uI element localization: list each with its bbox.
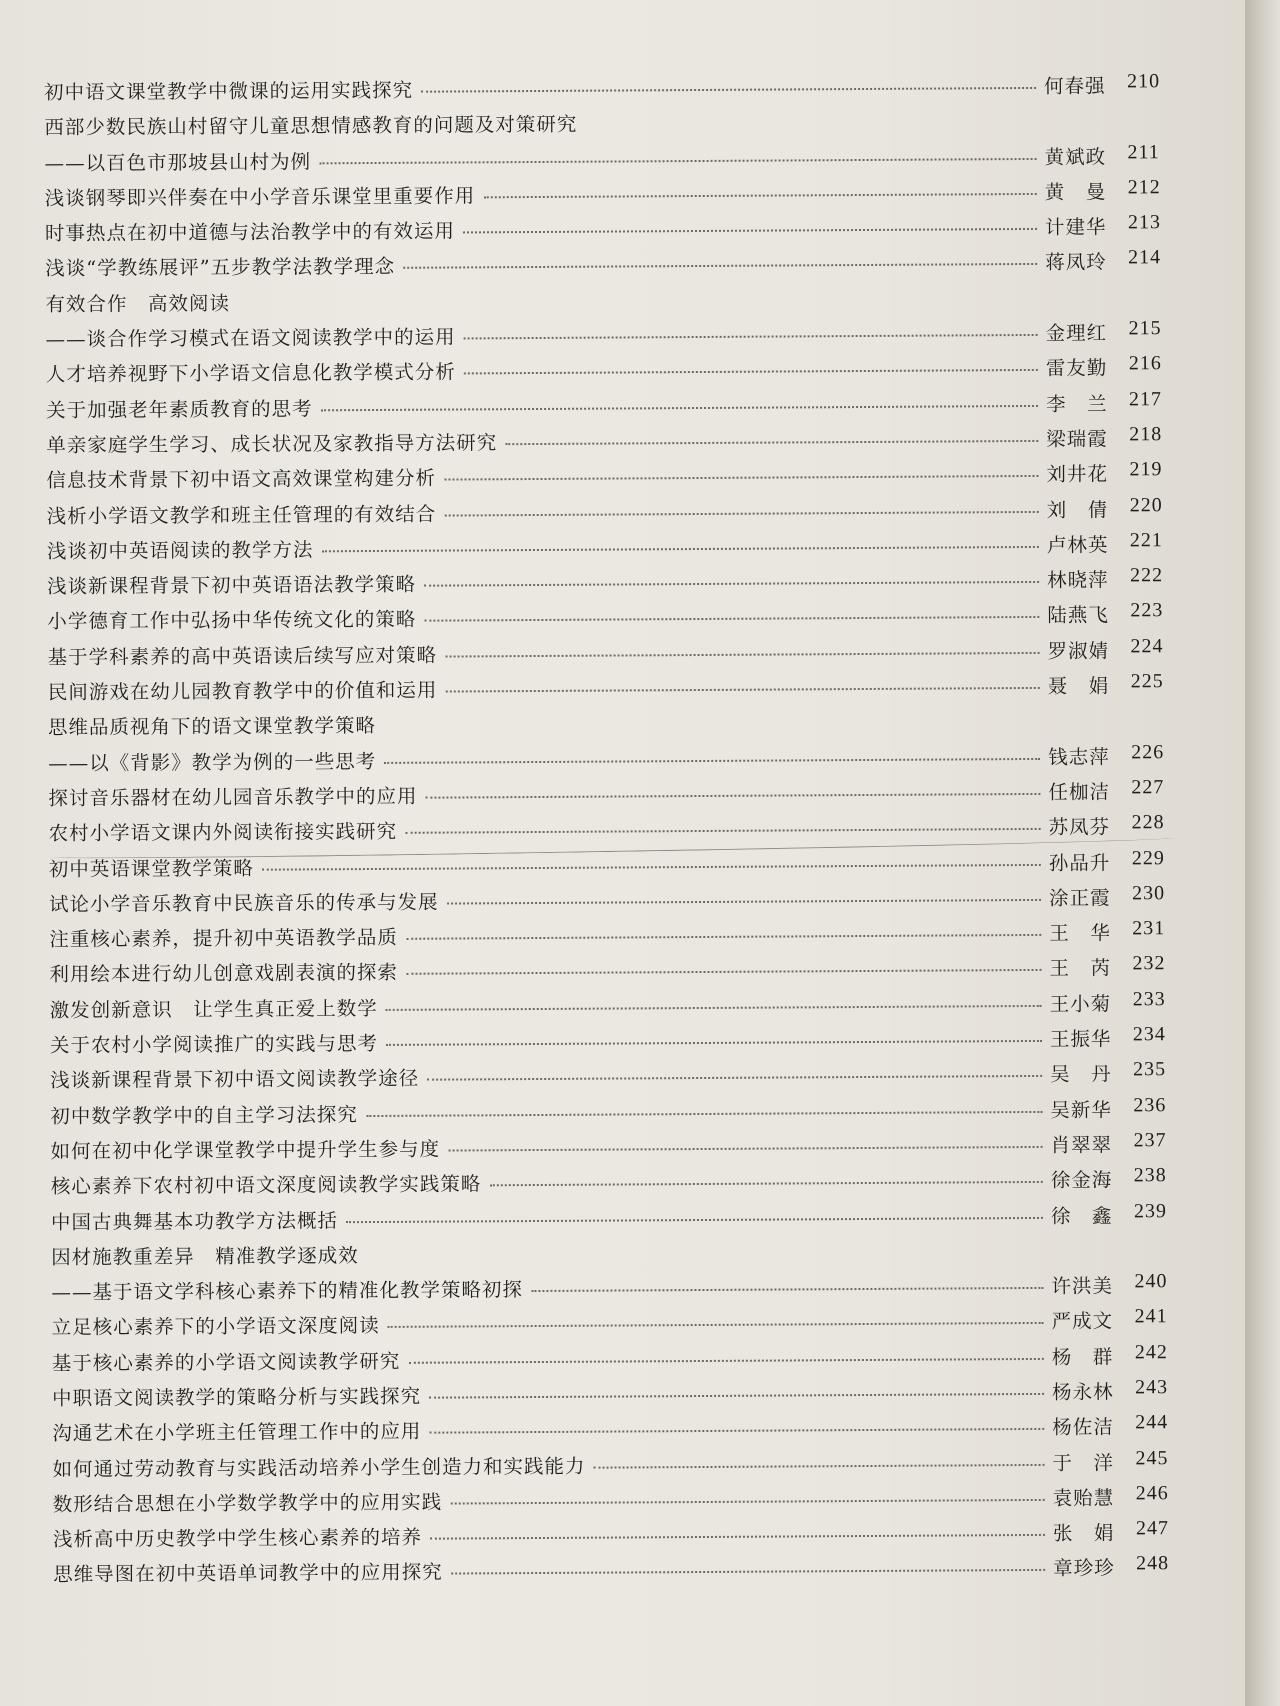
dot-leader [444,475,1038,481]
dot-leader [262,863,1041,870]
dot-leader [464,369,1038,375]
toc-entry-title: 初中数学教学中的自主学习法探究 [50,1102,358,1128]
toc-entry-title: 数形结合思想在小学数学教学中的应用实践 [52,1490,443,1516]
toc-entry-title: 思维导图在初中英语单词教学中的应用探究 [53,1561,443,1587]
toc-entry-title: 农村小学语文课内外阅读衔接实践研究 [48,820,398,846]
toc-entry-title: 基于核心素养的小学语文阅读教学研究 [51,1349,401,1375]
toc-entry-author: 苏凤芬 [1048,815,1111,840]
toc-entry-author: 徐金海 [1050,1168,1113,1193]
toc-entry-title: 浅谈新课程背景下初中语文阅读教学途径 [50,1067,420,1093]
dot-leader [445,510,1039,516]
toc-entry-page-number: 219 [1129,458,1163,481]
dot-leader [425,793,1040,799]
toc-entry-author: 王小菊 [1049,992,1112,1016]
toc-entry-author: 章珍珍 [1053,1556,1115,1581]
dot-leader [320,158,1037,164]
toc-entry-page-number: 236 [1133,1093,1167,1116]
toc-entry-author: 计建华 [1044,215,1107,240]
dot-leader [451,1499,1045,1505]
toc-entry-page-number: 240 [1134,1270,1168,1293]
toc-entry-page-number: 241 [1134,1305,1168,1328]
toc-entry-page-number: 244 [1135,1411,1169,1434]
toc-entry-author: 王 芮 [1049,956,1112,981]
toc-entry-title: 注重核心素养，提升初中英语教学品质 [49,925,398,952]
toc-entry-author: 张 娟 [1052,1521,1115,1546]
toc-entry-page-number: 238 [1133,1164,1167,1187]
toc-entry-author: 涂正霞 [1048,886,1111,910]
toc-entry-page-number: 242 [1134,1340,1168,1364]
dot-leader [594,1463,1045,1468]
toc-entry-author: 金理红 [1045,321,1108,345]
toc-entry-title: ——以百色市那坡县山村为例 [44,149,312,175]
dot-leader [409,1358,1044,1364]
toc-entry-author: 王振华 [1049,1027,1112,1051]
dot-leader [430,1534,1045,1540]
toc-entry-page-number: 231 [1132,917,1166,940]
dot-leader [321,405,1038,411]
toc-entry-title: 中国古典舞基本功教学方法概括 [50,1208,339,1234]
toc-entry-author: 李 兰 [1045,392,1108,416]
toc-entry-title: 如何通过劳动教育与实践活动培养小学生创造力和实践能力 [52,1454,586,1481]
toc-entry-page-number: 214 [1128,246,1162,269]
toc-entry-title: 浅谈新课程背景下初中英语语法教学策略 [47,572,417,599]
toc-entry-title: 立足核心素养下的小学语文深度阅读 [51,1314,380,1340]
toc-entry-title: 浅析小学语文教学和班主任管理的有效结合 [46,502,437,528]
toc-entry-author: 陆燕飞 [1047,603,1109,628]
toc-entry-page-number: 213 [1127,211,1162,234]
dot-leader [429,1428,1044,1434]
toc-entry-page-number: 233 [1132,987,1166,1011]
toc-entry-page-number: 246 [1135,1482,1169,1505]
dot-leader [424,616,1039,622]
toc-entry-page-number: 221 [1129,529,1163,552]
toc-entry-page-number: 243 [1134,1376,1169,1399]
toc-entry-author: 雷友勤 [1045,356,1108,381]
dot-leader [464,334,1038,340]
toc-entry-page-number: 215 [1128,317,1162,340]
dot-leader [490,1181,1043,1186]
toc-entry-author: 杨 群 [1051,1345,1114,1369]
toc-entry-page-number: 216 [1128,352,1162,375]
toc-entry-title: 浅析高中历史教学中学生核心素养的培养 [52,1525,423,1552]
toc-entry-title: 基于学科素养的高中英语读后续写应对策略 [47,643,438,669]
toc-entry-author: 刘井花 [1046,462,1109,487]
toc-entry-title: 浅谈“学教练展评”五步教学法教学理念 [45,255,396,281]
toc-entry-title: 激发创新意识 让学生真正爱上数学 [49,996,378,1022]
toc-entry-title: ——谈合作学习模式在语文阅读教学中的运用 [45,325,456,352]
dot-leader [407,969,1042,975]
toc-entry-title: 中职语文阅读教学的策略分析与实践探究 [52,1384,422,1410]
toc-entry-author: 肖翠翠 [1050,1133,1113,1157]
dot-leader [463,228,1037,234]
dot-leader [403,263,1037,269]
toc-entry-page-number: 211 [1127,140,1160,163]
toc-entry-title: 利用绘本进行幼儿创意戏剧表演的探索 [49,961,399,987]
toc-entry-author: 王 华 [1049,921,1111,945]
toc-entry-title: 探讨音乐器材在幼儿园音乐教学中的应用 [48,784,418,810]
toc-entry-title: 核心素养下农村初中语文深度阅读教学实践策略 [50,1172,482,1199]
toc-entry-page-number: 224 [1130,634,1164,658]
dot-leader [427,1075,1042,1081]
toc-entry-page-number: 223 [1130,599,1164,622]
toc-entry-page-number: 210 [1127,70,1161,93]
toc-entry-title: 因材施教重差异 精准教学逐成效 [51,1243,359,1269]
toc-entry [53,1548,1233,1591]
toc-entry-title: 初中语文课堂教学中微课的运用实践探究 [44,78,414,104]
toc-entry-author: 聂 娟 [1047,674,1110,698]
toc-entry-title: 小学德育工作中弘扬中华传统文化的策略 [47,608,417,634]
dot-leader [446,652,1040,658]
toc-entry-page-number: 247 [1135,1517,1169,1540]
dot-leader [447,899,1041,905]
toc-entry-author: 林晓萍 [1047,568,1109,593]
dot-leader [384,758,1040,764]
toc-entry-author: 黄 曼 [1044,180,1107,204]
page-edge-shadow [1245,0,1280,1706]
dot-leader [346,1216,1043,1222]
table-of-contents [44,66,1233,1591]
toc-entry-author: 杨佐洁 [1052,1415,1114,1440]
toc-entry-page-number: 228 [1131,811,1165,834]
toc-entry-author: 杨永林 [1052,1380,1114,1404]
dot-leader [424,581,1039,587]
toc-entry-title: ——以《背影》教学为例的一些思考 [48,749,377,775]
toc-entry-page-number: 235 [1133,1058,1167,1081]
dot-leader [531,1287,1043,1292]
toc-entry-page-number: 245 [1135,1446,1169,1469]
toc-entry-author: 刘 倩 [1046,498,1109,522]
toc-entry-title: 初中英语课堂教学策略 [48,856,254,881]
toc-entry-page-number: 212 [1127,176,1161,199]
toc-entry-title: 如何在初中化学课堂教学中提升学生参与度 [50,1137,441,1163]
toc-entry-title: ——基于语文学科核心素养下的精准化教学策略初探 [51,1278,524,1305]
dot-leader [386,1005,1042,1011]
dot-leader [366,1111,1042,1117]
dot-leader [421,87,1036,93]
toc-entry-title: 关于加强老年素质教育的思考 [45,397,313,422]
toc-entry-title: 沟通艺术在小学班主任管理工作中的应用 [52,1420,422,1446]
toc-entry-page-number: 232 [1132,952,1166,975]
toc-entry-page-number: 230 [1131,881,1166,905]
toc-entry-page-number: 237 [1133,1129,1167,1152]
toc-entry-page-number: 226 [1131,740,1165,764]
toc-entry-page-number: 220 [1129,493,1163,516]
toc-entry-page-number: 218 [1129,423,1163,446]
toc-entry-page-number: 227 [1131,776,1165,799]
toc-entry-author: 卢林英 [1046,533,1109,557]
toc-entry-author: 严成文 [1051,1309,1114,1334]
toc-entry-title: 有效合作 高效阅读 [45,291,230,316]
toc-entry-author: 何春强 [1044,74,1106,98]
dot-leader [429,1393,1044,1399]
toc-entry-page-number: 234 [1132,1023,1166,1046]
toc-entry-author: 吴新华 [1050,1098,1112,1122]
dot-leader [406,934,1041,940]
dot-leader [322,546,1039,552]
toc-entry-page-number: 217 [1128,387,1163,411]
dot-leader [484,193,1037,198]
toc-entry-author: 袁贻慧 [1052,1486,1115,1510]
dot-leader [449,1146,1043,1152]
dot-leader [505,440,1038,445]
toc-entry-title: 人才培养视野下小学语文信息化教学模式分析 [45,360,456,387]
dot-leader [388,1322,1044,1328]
toc-entry-page-number: 222 [1130,564,1164,587]
dot-leader [446,687,1040,693]
toc-entry-author: 钱志萍 [1048,745,1110,769]
toc-entry-author: 罗淑婧 [1047,639,1110,663]
toc-entry-author: 蒋凤玲 [1045,250,1107,275]
toc-entry-title: 浅谈钢琴即兴伴奏在中小学音乐课堂里重要作用 [44,184,476,210]
toc-entry-page-number: 248 [1136,1552,1170,1575]
toc-entry-title: 西部少数民族山村留守儿童思想情感教育的问题及对策研究 [44,113,578,140]
toc-entry-page-number: 239 [1133,1199,1168,1222]
toc-entry-title: 试论小学音乐教育中民族音乐的传承与发展 [49,890,439,916]
dot-leader [451,1569,1045,1575]
toc-entry-author: 徐 鑫 [1050,1203,1113,1228]
toc-entry-title: 思维品质视角下的语文课堂教学策略 [47,714,377,740]
toc-entry-author: 吴 丹 [1050,1062,1112,1087]
toc-entry-title: 民间游戏在幼儿园教育教学中的价值和运用 [47,678,438,705]
toc-entry-title: 关于农村小学阅读推广的实践与思考 [49,1031,379,1057]
dot-leader [406,828,1041,834]
toc-entry-author: 孙品升 [1048,851,1111,875]
toc-entry-author: 任枷洁 [1048,780,1110,804]
toc-entry-title: 浅谈初中英语阅读的教学方法 [46,538,314,563]
toc-entry-author: 于 洋 [1052,1451,1115,1475]
toc-entry-author: 梁瑞霞 [1046,427,1108,451]
toc-entry-author: 许洪美 [1051,1274,1114,1298]
toc-entry-title: 信息技术背景下初中语文高效课堂构建分析 [46,466,437,493]
toc-entry-page-number: 225 [1130,670,1164,693]
toc-entry-page-number: 229 [1131,846,1165,869]
toc-entry-author: 黄斌政 [1044,145,1107,169]
dot-leader [386,1040,1042,1046]
toc-entry-title: 单亲家庭学生学习、成长状况及家教指导方法研究 [46,431,498,457]
toc-entry-title: 时事热点在初中道德与法治教学中的有效运用 [44,219,456,246]
